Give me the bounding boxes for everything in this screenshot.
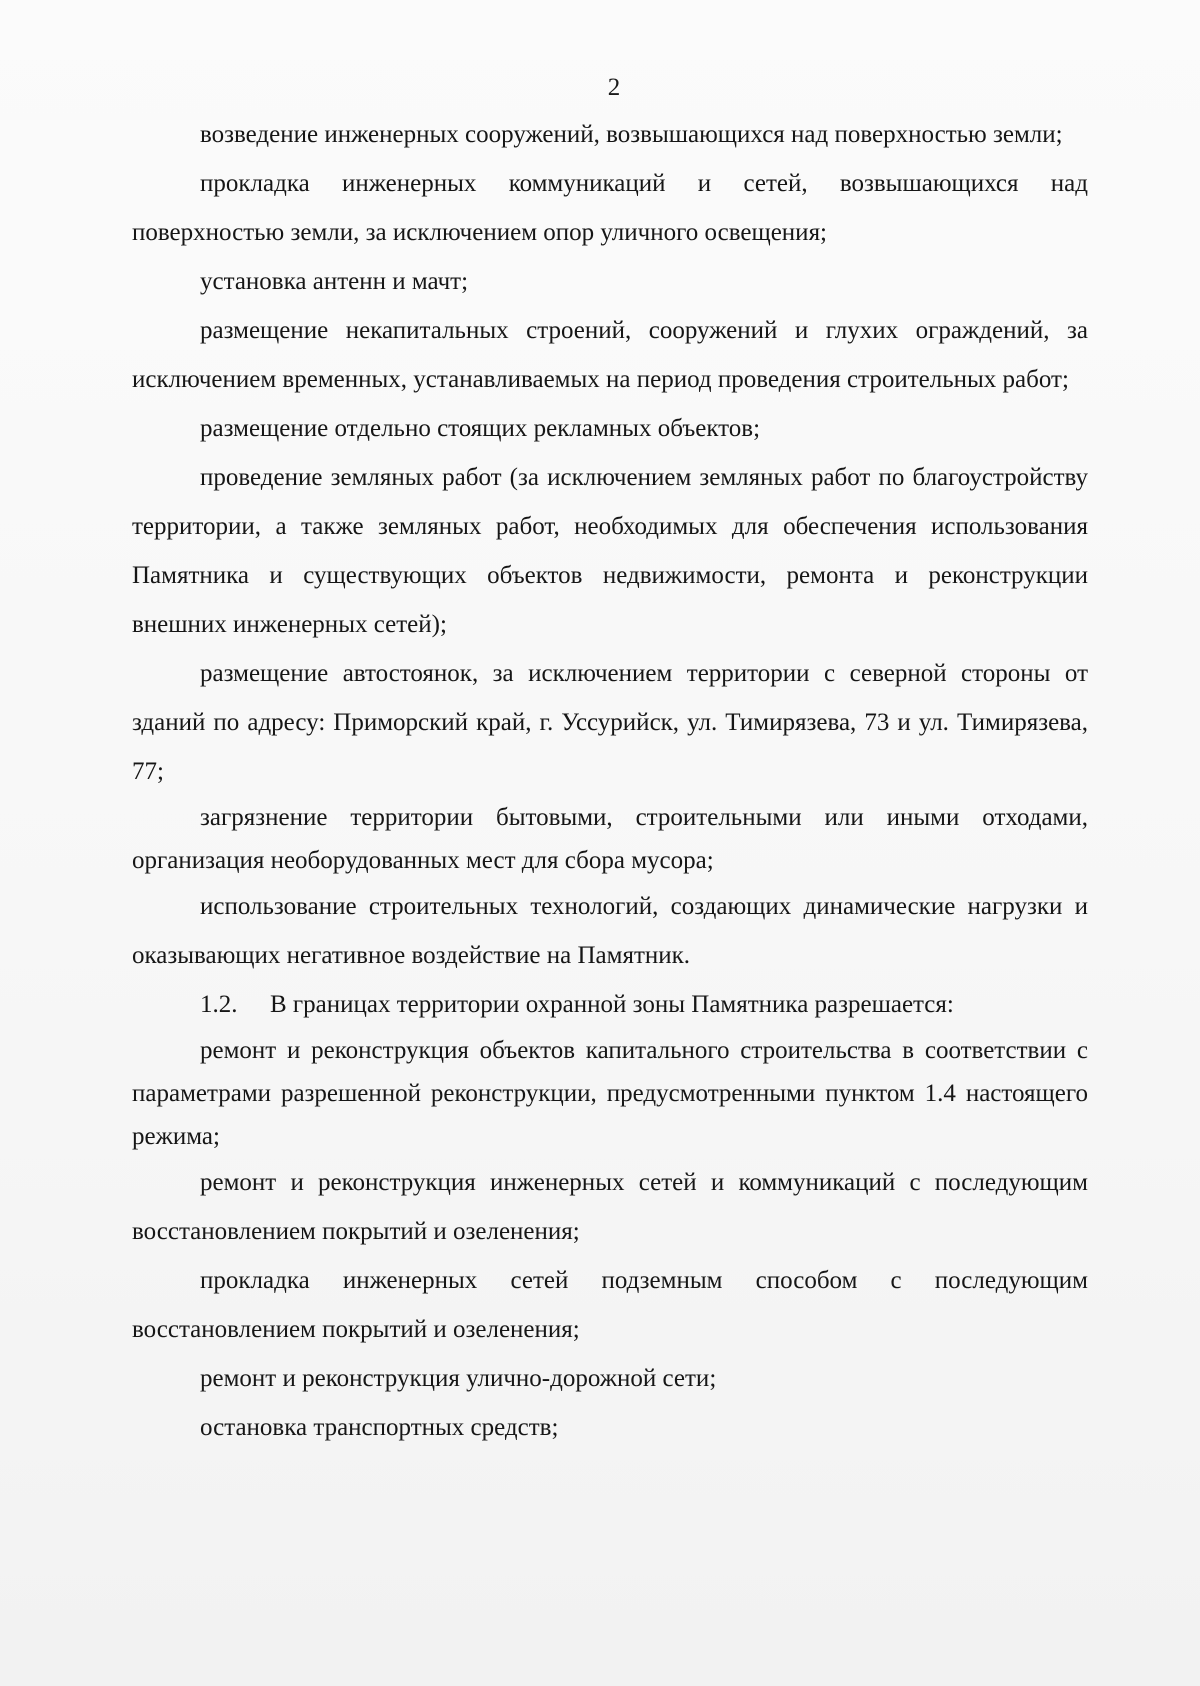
paragraph: прокладка инженерных сетей подземным способом с последующим восстановлением покрытий и озеленения; bbox=[132, 1267, 1088, 1343]
paragraph: проведение земляных работ (за исключением земляных работ по благоустройству территории, а также земляных работ, необходимых для обеспечения использования Памятника и существующих объектов недвижимости, ремонта и реконструкции внешних инженерных сетей); bbox=[132, 464, 1088, 638]
paragraph: использование строительных технологий, создающих динамические нагрузки и оказывающих негативное воздействие на Памятник. bbox=[132, 893, 1088, 969]
paragraph: ремонт и реконструкция инженерных сетей и коммуникаций с последующим восстановлением покрытий и озеленения; bbox=[132, 1169, 1088, 1245]
paragraph: возведение инженерных сооружений, возвышающихся над поверхностью земли; bbox=[200, 121, 1063, 148]
page-number: 2 bbox=[607, 74, 621, 101]
paragraph: размещение некапитальных строений, сооружений и глухих ограждений, за исключением временных, устанавливаемых на период проведения строительных работ; bbox=[132, 317, 1088, 393]
paragraph: размещение автостоянок, за исключением территории с северной стороны от зданий по адресу: Приморский край, г. Уссурийск, ул. Тимирязева, 73 и ул. Тимирязева, 77; bbox=[132, 660, 1088, 785]
paragraph: установка антенн и мачт; bbox=[200, 268, 469, 295]
paragraph: размещение отдельно стоящих рекламных объектов; bbox=[200, 415, 761, 442]
paragraph: ремонт и реконструкция улично-дорожной сети; bbox=[200, 1365, 717, 1392]
paragraph: прокладка инженерных коммуникаций и сетей, возвышающихся над поверхностью земли, за исключением опор уличного освещения; bbox=[132, 170, 1088, 246]
section-item-1-2 bbox=[132, 980, 1088, 1029]
document-body bbox=[132, 110, 1088, 1452]
paragraph: ремонт и реконструкция объектов капитального строительства в соответствии с параметрами разрешенной реконструкции, предусмотренными пунктом 1.4 настоящего режима; bbox=[132, 1037, 1088, 1150]
section-number: 1.2. bbox=[200, 991, 238, 1018]
paragraph: остановка транспортных средств; bbox=[200, 1414, 559, 1441]
section-text: В границах территории охранной зоны Памятника разрешается: bbox=[270, 991, 954, 1018]
paragraph: загрязнение территории бытовыми, строительными или иными отходами, организация необорудованных мест для сбора мусора; bbox=[132, 804, 1088, 874]
